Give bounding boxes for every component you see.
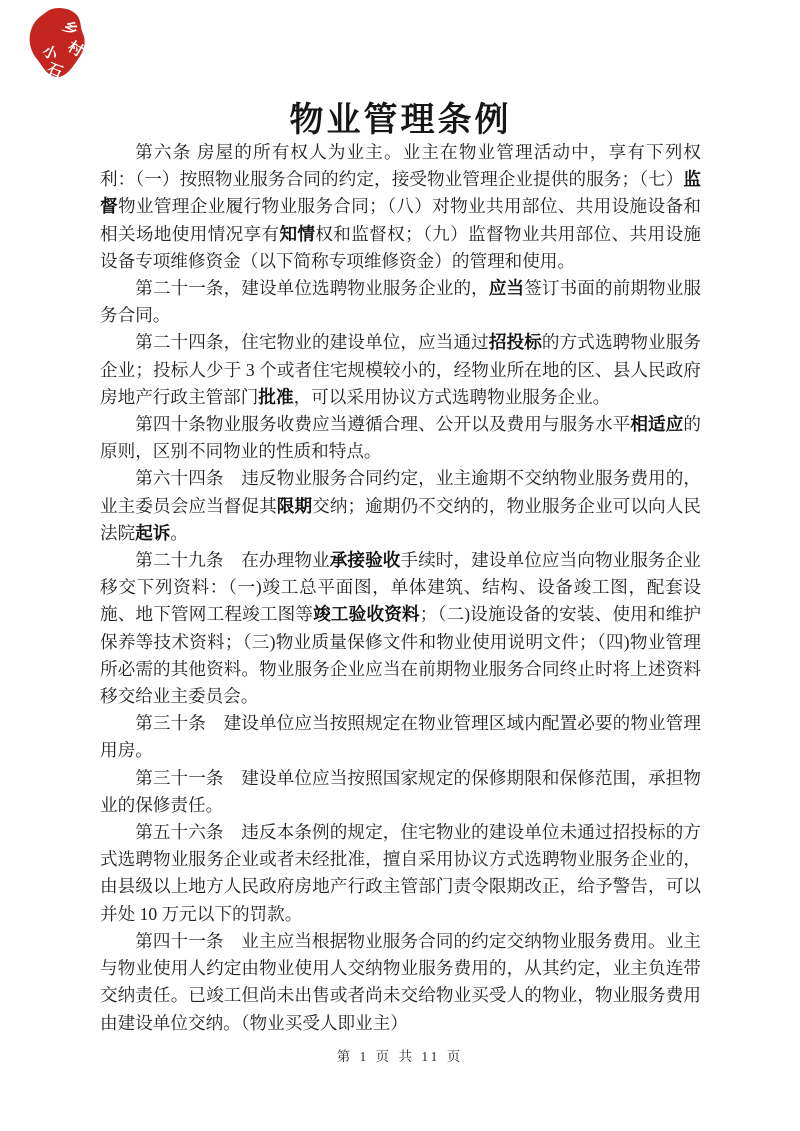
paragraph <box>100 139 701 275</box>
emphasized-text: 招投标 <box>488 332 542 353</box>
seal-char-xiao: 小 <box>39 43 60 64</box>
paragraph <box>100 819 701 928</box>
emphasized-text: 相适应 <box>630 414 684 435</box>
text-run: 第四十一条 业主应当根据物业服务合同的约定交纳物业服务费用。业主与物业使用人约定由物业使用人交纳物业服务费用的，从其约定，业主负连带交纳责任。已竣工但尚未出售或者尚未交给物业买受人的物业，物业服务费用由建设单位交纳。（物业买受人即业主） <box>100 930 701 1033</box>
paragraph <box>100 329 701 411</box>
text-run: 第六十四条 违反物业服务合同约定，业主逾期不交纳物业服务费用的，业主委员会应当督促其 <box>100 468 701 516</box>
document-body <box>100 139 701 1037</box>
emphasized-text: 竣工验收资料 <box>313 604 420 625</box>
emphasized-text: 知情 <box>279 223 316 244</box>
paragraph <box>100 928 701 1037</box>
emphasized-text: 限期 <box>276 495 313 516</box>
document-title: 物业管理条例 <box>289 102 512 139</box>
paragraph <box>100 465 701 547</box>
text-run: 交纳；逾期仍不交纳的，物业服务企业可以向人民法院 <box>100 495 701 543</box>
text-run: ；（二)设施设备的安装、使用和维护保养等技术资料；（三)物业质量保修文件和物业使用说明文件；（四)物业管理所必需的其他资料。物业服务企业应当在前期物业服务合同终止时将上述资料移交给业主委员会。 <box>100 604 701 707</box>
text-run: ，可以采用协议方式选聘物业服务企业。 <box>293 386 611 407</box>
text-run: 第二十一条，建设单位选聘物业服务企业的， <box>135 278 489 299</box>
paragraph <box>100 547 701 710</box>
emphasized-text: 应当 <box>488 278 525 299</box>
text-run: 第三十条 建设单位应当按照规定在物业管理区域内配置必要的物业管理用房。 <box>100 713 701 761</box>
text-run: 权和监督权；（九）监督物业共用部位、共用设施设备专项维修资金（以下简称专项维修资金）的管理和使用。 <box>100 223 701 271</box>
text-run: 第四十条物业服务收费应当遵循合理、公开以及费用与服务水平 <box>135 414 631 435</box>
page-number-footer: 第 1 页 共 11 页 <box>336 1049 464 1064</box>
text-run: 的方式选聘物业服务企业；投标人少于 3 个或者住宅规模较小的，经物业所在地的区、县人民政府房地产行政主管部门 <box>100 332 701 407</box>
text-run: 第二十四条，住宅物业的建设单位，应当通过 <box>135 332 489 353</box>
paragraph <box>100 275 701 329</box>
text-run: 的原则，区别不同物业的性质和特点。 <box>100 414 701 462</box>
emphasized-text: 批准 <box>258 386 294 407</box>
emphasized-text: 监督 <box>100 169 701 217</box>
text-run: 。 <box>170 522 189 543</box>
text-run: 第六条 房屋的所有权人为业主。业主在物业管理活动中，享有下列权利：（一）按照物业服务合同的约定，接受物业管理企业提供的服务；（七） <box>100 142 701 190</box>
emphasized-text: 起诉 <box>135 522 171 543</box>
seal-char-xiang: 乡 <box>59 18 81 40</box>
paragraph <box>100 411 701 465</box>
text-run: 签订书面的前期物业服务合同。 <box>100 278 701 326</box>
text-run: 第三十一条 建设单位应当按照国家规定的保修期限和保修范围，承担物业的保修责任。 <box>100 767 701 815</box>
paragraph <box>100 710 701 764</box>
text-run: 第五十六条 违反本条例的规定，住宅物业的建设单位未通过招投标的方式选聘物业服务企业或者未经批准，擅自采用协议方式选聘物业服务企业的，由县级以上地方人民政府房地产行政主管部门责令限期改正，给予警告，可以并处 10 万元以下的罚款。 <box>100 822 701 924</box>
text-run: 物业管理企业履行物业服务合同；（八）对物业共用部位、共用设施设备和相关场地使用情况享有 <box>100 196 701 244</box>
seal-char-cun: 村 <box>64 39 86 61</box>
text-run: 手续时，建设单位应当向物业服务企业移交下列资料：（一)竣工总平面图，单体建筑、结构、设备竣工图，配套设施、地下管网工程竣工图等 <box>100 550 701 625</box>
seal-stamp <box>18 5 92 81</box>
text-run: 第二十九条 在办理物业 <box>135 550 330 571</box>
seal-char-shi: 石 <box>44 60 65 81</box>
emphasized-text: 承接验收 <box>329 550 401 571</box>
paragraph <box>100 765 701 819</box>
